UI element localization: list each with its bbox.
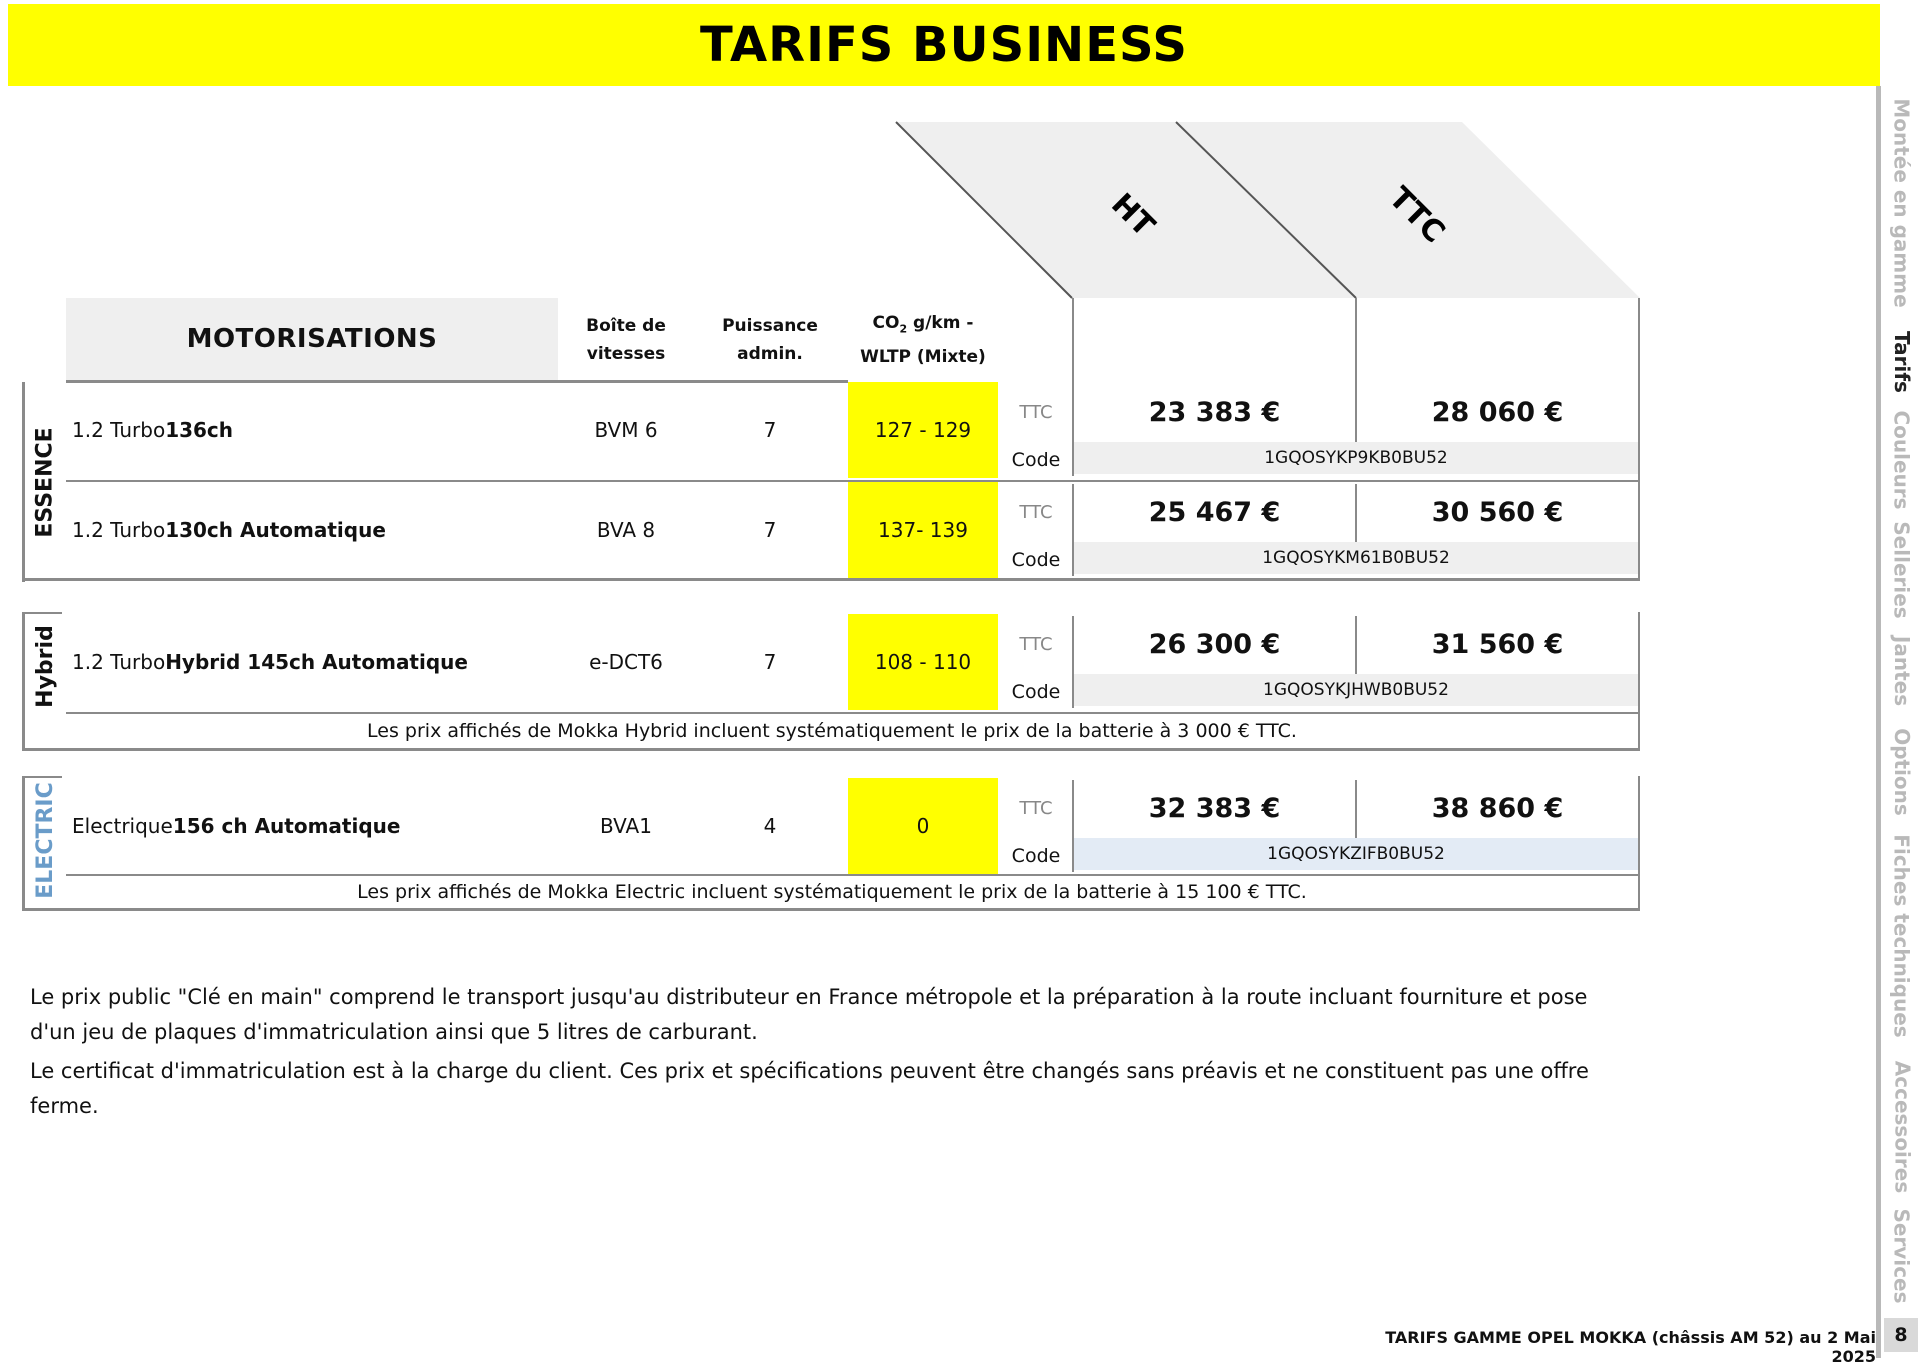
code-row-label: Code [1011, 845, 1061, 867]
ttc-row-label: TTC [1019, 401, 1053, 423]
essence-left-border [22, 382, 25, 582]
electric-left-border [22, 776, 25, 910]
model-code: 1GQOSYKM61B0BU52 [1074, 542, 1638, 574]
sidebar-rule [1876, 86, 1881, 1358]
ttc-header-label: TTC [1381, 180, 1452, 251]
motor-name: Electrique [72, 814, 173, 838]
puissance-cell: 7 [763, 418, 777, 442]
category-hybrid: Hybrid [32, 624, 58, 708]
category-electric: ELECTRIC [32, 781, 58, 899]
motor-name: 1.2 Turbo [72, 518, 166, 542]
boite-header-line1: Boîte de [586, 316, 666, 336]
co2-cell: 137- 139 [848, 482, 998, 578]
hybrid-left-border [22, 612, 25, 750]
motorisation-cell [72, 616, 556, 708]
boite-cell: BVA1 [600, 814, 652, 838]
price-col-divider-left [1072, 298, 1074, 384]
motorisation-cell [72, 780, 556, 872]
side-nav-item[interactable]: Couleurs [1890, 410, 1914, 510]
disclaimer [30, 980, 1620, 1124]
boite-cell: e-DCT6 [589, 650, 663, 674]
puissance-header [700, 308, 840, 372]
motor-spec: 130ch Automatique [165, 518, 386, 542]
motor-spec: 136ch [165, 418, 234, 442]
boite-header-line2: vitesses [586, 344, 666, 364]
motorisation-cell [72, 484, 556, 576]
puissance-cell: 7 [763, 518, 777, 542]
hybrid-right-border [1638, 612, 1640, 750]
essence-bottom-rule [22, 578, 1640, 581]
ttc-row-label: TTC [1019, 633, 1053, 655]
boite-header [560, 308, 692, 372]
motor-name: 1.2 Turbo [72, 650, 166, 674]
price-ttc: 30 560 € [1431, 496, 1564, 528]
side-nav-item[interactable]: Tarifs [1890, 331, 1915, 393]
disclaimer-paragraph: Le prix public "Clé en main" comprend le transport jusqu'au distributeur en France métropole et la préparation à la route incluant fourniture et pose d'un jeu de plaques d'immatriculation ainsi que 5 litres de carburant. [30, 985, 1588, 1044]
puissance-header-line1: Puissance [722, 316, 818, 336]
ttc-row-label: TTC [1019, 501, 1053, 523]
side-nav-item[interactable]: Accessoires [1890, 1060, 1914, 1194]
essence-top-rule [66, 380, 848, 383]
price-col-divider-right [1638, 298, 1640, 384]
title-banner [8, 4, 1880, 86]
motor-spec: Hybrid 145ch Automatique [165, 650, 468, 674]
puissance-header-line2: admin. [737, 344, 803, 364]
boite-cell: BVM 6 [594, 418, 658, 442]
co2-header [848, 308, 998, 372]
co2-header-line2: WLTP (Mixte) [860, 347, 986, 368]
electric-battery-note: Les prix affichés de Mokka Electric incluent systématiquement le prix de la batterie à 15 100 € TTC. [357, 881, 1307, 903]
side-nav-item[interactable]: Services [1890, 1208, 1914, 1304]
side-nav-item[interactable]: Montée en gamme [1890, 98, 1915, 308]
price-divider [1638, 384, 1640, 476]
price-ht: 26 300 € [1148, 628, 1281, 660]
motorisation-cell [72, 384, 556, 476]
side-nav-item[interactable]: Jantes [1890, 635, 1914, 707]
co2-cell: 0 [848, 778, 998, 874]
disclaimer-paragraph: Le certificat d'immatriculation est à la charge du client. Ces prix et spécifications peuvent être changés sans préavis et ne constituent pas une offre ferme. [30, 1059, 1589, 1118]
price-ttc: 28 060 € [1431, 396, 1564, 428]
co2-cell: 108 - 110 [848, 614, 998, 710]
code-row-label: Code [1011, 449, 1061, 471]
footer-text: TARIFS GAMME OPEL MOKKA (châssis AM 52) au 2 Mai 2025 [1385, 1328, 1876, 1366]
boite-cell: BVA 8 [596, 518, 656, 542]
price-ttc: 38 860 € [1431, 792, 1564, 824]
model-code: 1GQOSYKZIFB0BU52 [1074, 838, 1638, 870]
puissance-cell: 4 [763, 814, 777, 838]
model-code: 1GQOSYKJHWB0BU52 [1074, 674, 1638, 706]
hybrid-bottom-rule [22, 748, 1640, 751]
puissance-cell: 7 [763, 650, 777, 674]
model-code: 1GQOSYKP9KB0BU52 [1074, 442, 1638, 474]
price-ht: 25 467 € [1148, 496, 1281, 528]
page-title: TARIFS BUSINESS [700, 17, 1188, 73]
ttc-row-label: TTC [1019, 797, 1053, 819]
category-essence: ESSENCE [32, 426, 58, 538]
co2-cell: 127 - 129 [848, 382, 998, 478]
motor-name: 1.2 Turbo [72, 418, 166, 442]
price-ttc: 31 560 € [1431, 628, 1564, 660]
hybrid-battery-note: Les prix affichés de Mokka Hybrid incluent systématiquement le prix de la batterie à 3 000 € TTC. [367, 720, 1297, 742]
price-header-graphic [890, 118, 1650, 304]
price-divider [1638, 484, 1640, 576]
co2-header-line1: $CO_2$ g/km - [872, 312, 974, 336]
ht-header-label: HT [1104, 186, 1162, 244]
page-number: 8 [1884, 1318, 1918, 1352]
price-ht: 23 383 € [1148, 396, 1281, 428]
motor-spec: 156 ch Automatique [172, 814, 401, 838]
side-nav-item[interactable]: Fiches techniques [1890, 834, 1915, 1038]
side-nav-item[interactable]: Options [1890, 728, 1914, 816]
electric-bottom-rule [22, 908, 1640, 911]
electric-right-border [1638, 776, 1640, 910]
motorisations-header: MOTORISATIONS [66, 298, 558, 380]
price-ht: 32 383 € [1148, 792, 1281, 824]
side-nav-item[interactable]: Selleries [1890, 521, 1914, 619]
code-row-label: Code [1011, 681, 1061, 703]
code-row-label: Code [1011, 549, 1061, 571]
price-col-divider-mid [1355, 298, 1357, 384]
